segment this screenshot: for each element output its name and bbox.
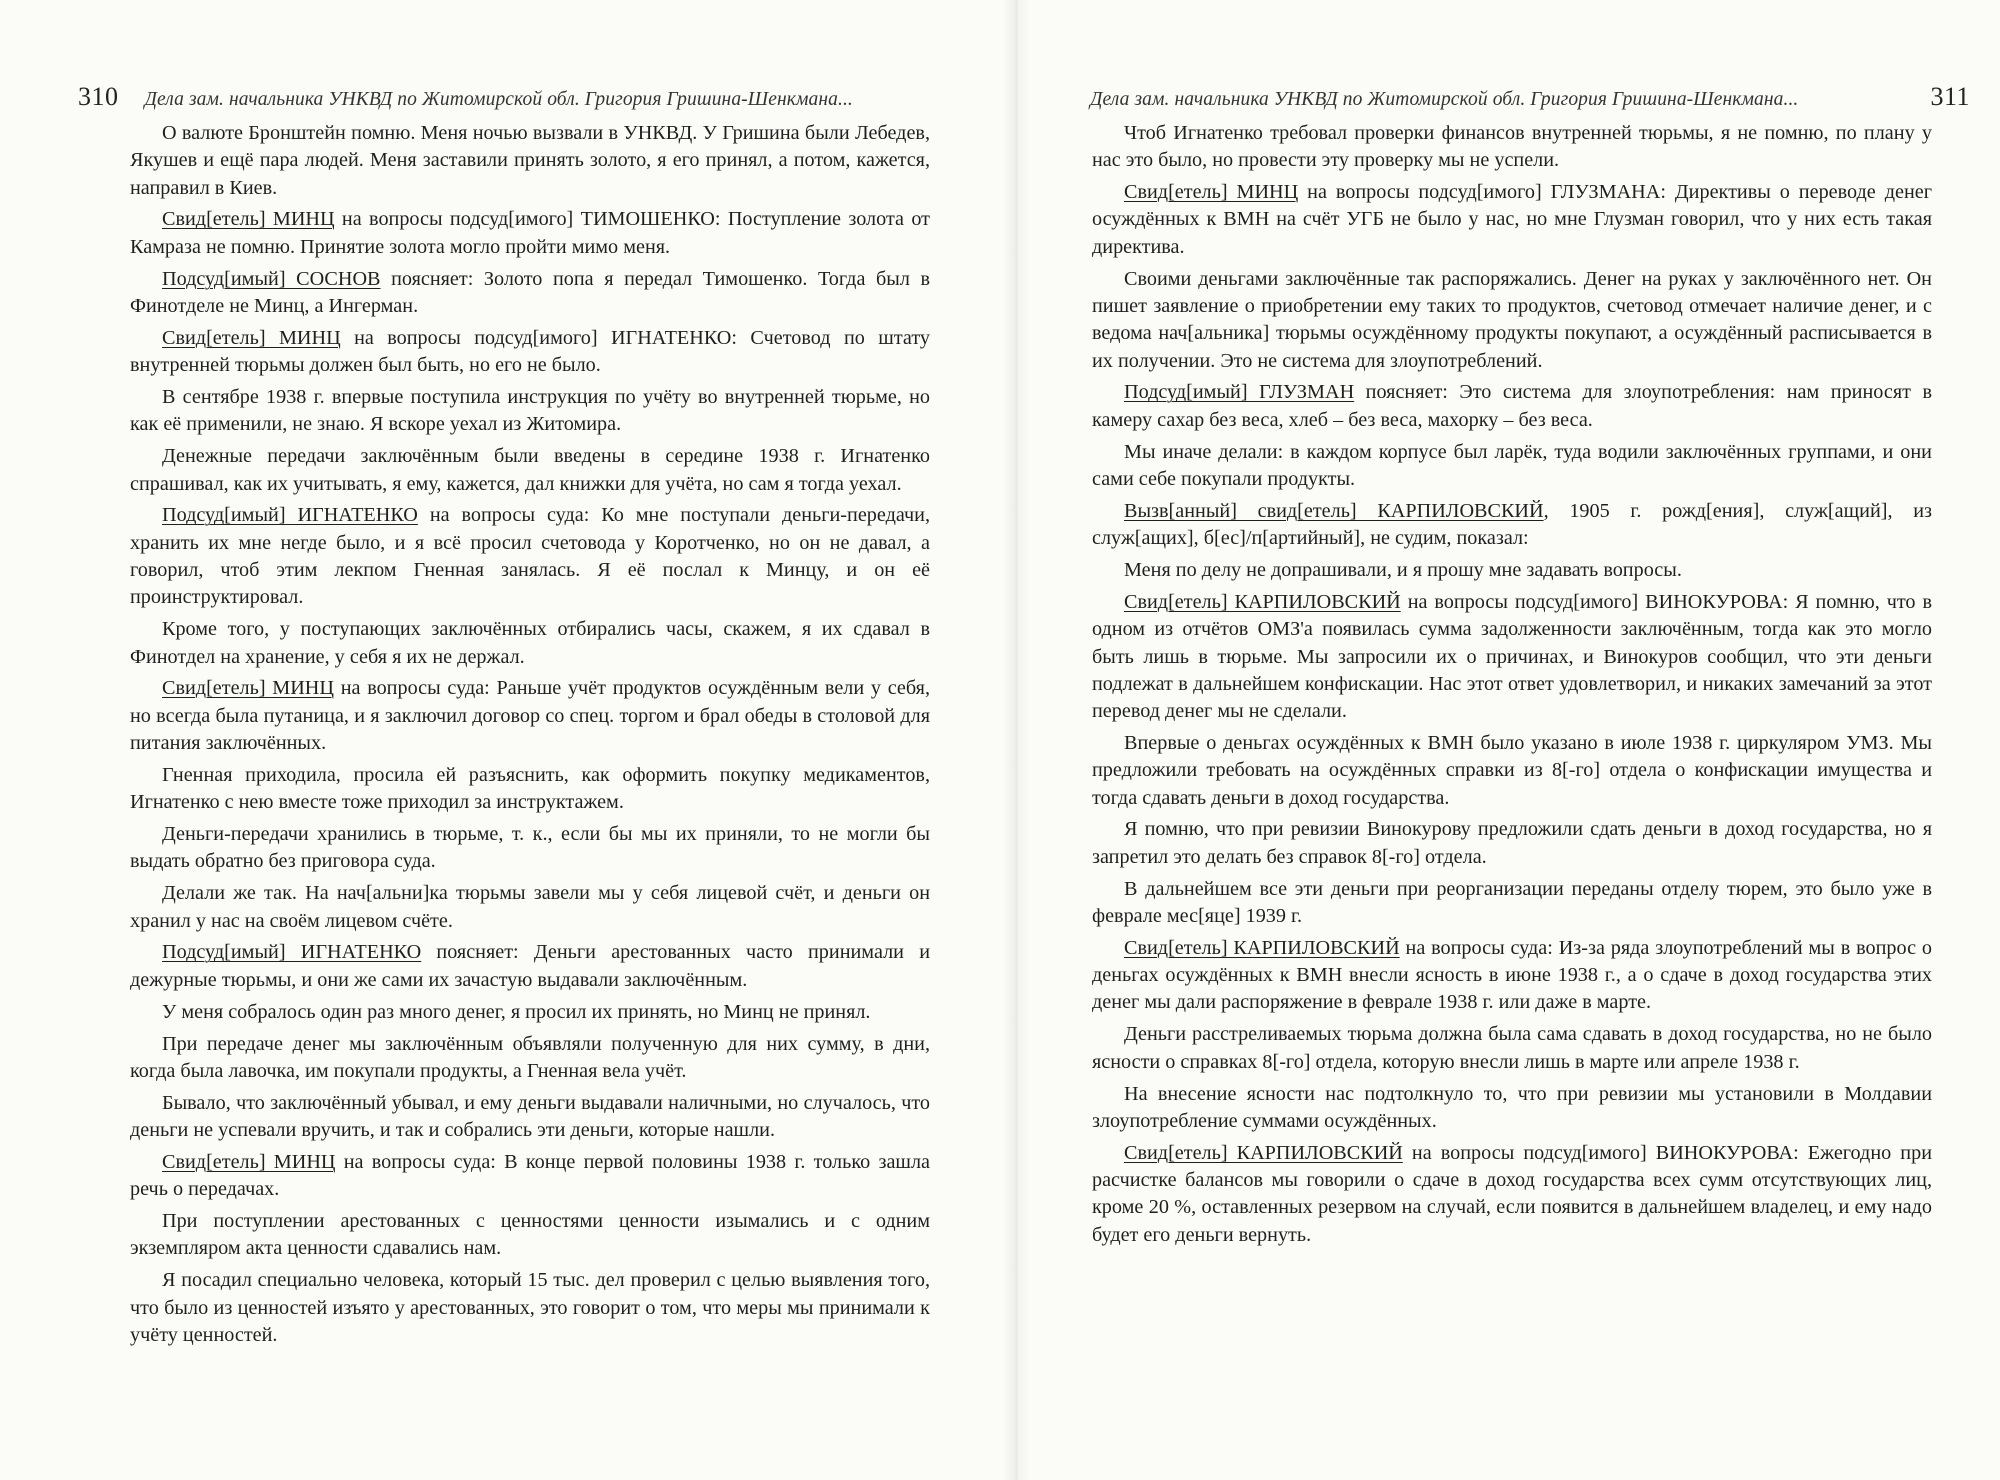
paragraph-text: В сентябре 1938 г. впервые поступила инструкция по учёту во внутренней тюрьме, но как её применили, не знаю. Я вскоре уехал из Житомира.	[130, 386, 930, 436]
speaker-label: Подсуд[имый] ИГНАТЕНКО	[162, 504, 418, 527]
paragraph	[130, 206, 930, 261]
paragraph	[130, 266, 930, 321]
paragraph-text: Своими деньгами заключённые так распоряжались. Денег на руках у заключённого нет. Он пишет заявление о приобретении ему таких то продуктов, счетовод отмечает наличие денег, и с ведома нач[альника] тюрьмы осуждённому продукты покупают, а осуждённый расписывается в их получении. Это не система для злоупотреблений.	[1092, 267, 1932, 372]
right-running-title: Дела зам. начальника УНКВД по Житомирской обл. Григория Гришина-Шенкмана...	[1090, 89, 1799, 110]
paragraph-text: Я помню, что при ревизии Винокурову предложили сдать деньги в доход государства, но я запретил это делать без справок 8[-го] отдела.	[1092, 818, 1932, 868]
paragraph-text: на вопросы подсуд[имого] ВИНОКУРОВА: Я помню, что в одном из отчётов ОМЗ'а появилась сумма задолженности заключённым, тогда как это могло быть лишь в тюрьме. Мы запросили их о причинах, и Винокуров сообщил, что эти деньги подлежат в дальнейшем конфискации. Нас этот ответ удовлетворил, и никаких замечаний за этот перевод денег мы не сделали.	[1092, 590, 1932, 723]
paragraph	[130, 1149, 930, 1204]
paragraph	[130, 1031, 930, 1086]
paragraph-text: на вопросы подсуд[имого] ИГНАТЕНКО: Счетовод по штату внутренней тюрьмы должен был быть, но его не было.	[130, 326, 930, 377]
paragraph	[1092, 1021, 1932, 1076]
paragraph-text: Делали же так. На нач[альни]ка тюрьмы завели мы у себя лицевой счёт, и деньги он хранил у нас на своём лицевом счёте.	[130, 882, 930, 932]
speaker-label: Подсуд[имый] ИГНАТЕНКО	[162, 941, 422, 964]
paragraph	[1092, 266, 1932, 375]
right-page	[1010, 0, 2000, 1480]
paragraph	[1092, 379, 1932, 434]
paragraph	[130, 616, 930, 671]
speaker-label: Свид[етель] КАРПИЛОВСКИЙ	[1124, 936, 1400, 959]
paragraph	[1092, 935, 1932, 1017]
paragraph	[1092, 1081, 1932, 1136]
paragraph-text: Меня по делу не допрашивали, и я прошу мне задавать вопросы.	[1124, 559, 1682, 582]
paragraph	[130, 675, 930, 757]
paragraph	[130, 502, 930, 611]
speaker-label: Свид[етель] МИНЦ	[162, 677, 334, 700]
paragraph	[1092, 120, 1932, 175]
paragraph	[130, 762, 930, 817]
paragraph	[130, 880, 930, 935]
paragraph-text: поясняет: Это система для злоупотребления: нам приносят в камеру сахар без веса, хлеб – без веса, махорку – без веса.	[1092, 381, 1932, 431]
paragraph	[130, 1090, 930, 1145]
paragraph-text: поясняет: Золото попа я передал Тимошенко. Тогда был в Финотделе не Минц, а Ингерман.	[130, 267, 930, 317]
paragraph-text: О валюте Бронштейн помню. Меня ночью вызвали в УНКВД. У Гришина были Лебедев, Якушев и ещё пара людей. Меня заставили принять золото, я его принял, а потом, кажется, направил в Киев.	[130, 122, 930, 199]
paragraph	[130, 939, 930, 994]
paragraph-text: на вопросы подсуд[имого] ГЛУЗМАНА: Директивы о переводе денег осуждённых к ВМН на счёт УГБ не было у нас, но мне Глузман говорил, что у них есть такая директива.	[1092, 181, 1932, 258]
paragraph-text: на вопросы подсуд[имого] ТИМОШЕНКО: Поступление золота от Камраза не помню. Принятие золота могло пройти мимо меня.	[130, 208, 930, 258]
speaker-label: Свид[етель] МИНЦ	[1124, 181, 1299, 204]
paragraph	[130, 443, 930, 498]
speaker-label: Свид[етель] КАРПИЛОВСКИЙ	[1124, 590, 1401, 613]
paragraph-text: Мы иначе делали: в каждом корпусе был ларёк, туда водили заключённых группами, и они сами себе покупали продукты.	[1092, 440, 1932, 490]
paragraph	[130, 325, 930, 380]
paragraph-text: Гненная приходила, просила ей разъяснить, как оформить покупку медикаментов, Игнатенко с нею вместе тоже приходил за инструктажем.	[130, 763, 930, 814]
speaker-label: Свид[етель] КАРПИЛОВСКИЙ	[1124, 1141, 1403, 1164]
right-page-number: 311	[1930, 82, 1970, 111]
paragraph	[1092, 1140, 1932, 1249]
right-page-body	[1092, 120, 1932, 1253]
paragraph	[1092, 876, 1932, 931]
paragraph-text: на вопросы суда: Раньше учёт продуктов осуждённым вели у себя, но всегда была путаница, и я заключил договор со спец. торгом и брал обеды в столовой для питания заключённых.	[130, 677, 930, 754]
paragraph-text: Я посадил специально человека, который 15 тыс. дел проверил с целью выявления того, что было из ценностей изъято у арестованных, это говорит о том, что меры мы принимали к учёту ценностей.	[130, 1269, 930, 1346]
paragraph	[130, 1208, 930, 1263]
paragraph	[1092, 439, 1932, 494]
speaker-label: Вызв[анный] свид[етель] КАРПИЛОВСКИЙ	[1124, 499, 1544, 522]
speaker-label: Свид[етель] МИНЦ	[162, 208, 335, 231]
paragraph	[1092, 498, 1932, 553]
paragraph-text: поясняет: Деньги арестованных часто принимали и дежурные тюрьмы, и они же сами их зачастую выдавали заключённым.	[130, 941, 930, 991]
paragraph-text: на вопросы суда: Ко мне поступали деньги-передачи, хранить их мне негде было, и я всё просил счетовода у Коротченко, но он не давал, а говорил, чтоб этим лекпом Гненная занялась. Я её послал к Минцу, и он её проинструктировал.	[130, 504, 930, 609]
paragraph-text: При передаче денег мы заключённым объявляли полученную для них сумму, в дни, когда была лавочка, им покупали продукты, а Гненная вела учёт.	[130, 1032, 930, 1082]
speaker-label: Подсуд[имый] ГЛУЗМАН	[1124, 381, 1355, 404]
paragraph-text: Чтоб Игнатенко требовал проверки финансов внутренней тюрьмы, я не помню, по плану у нас это было, но провести эту проверку мы не успели.	[1092, 122, 1932, 172]
paragraph-text: У меня собралось один раз много денег, я просил их принять, но Минц не принял.	[162, 1000, 871, 1023]
paragraph-text: , 1905 г. рожд[ения], служ[ащий], из служ[ащих], б[ес]/п[артийный], не судим, показал:	[1092, 499, 1932, 550]
paragraph	[1092, 730, 1932, 812]
paragraph-text: Впервые о деньгах осуждённых к ВМН было указано в июле 1938 г. циркуляром УМЗ. Мы предложили требовать на осуждённых справки из 8[-го] отдела о конфискации имущества и тогда сдавать деньги в доход государства.	[1092, 731, 1932, 809]
paragraph-text: Деньги-передачи хранились в тюрьме, т. к., если бы мы их приняли, то не могли бы выдать обратно без приговора суда.	[130, 823, 930, 873]
left-page-number: 310	[78, 82, 119, 111]
speaker-label: Свид[етель] МИНЦ	[162, 1150, 336, 1173]
paragraph-text: На внесение ясности нас подтолкнуло то, что при ревизии мы установили в Молдавии злоупотребление суммами осуждённых.	[1092, 1082, 1932, 1132]
paragraph-text: на вопросы суда: Из-за ряда злоупотреблений мы в вопрос о деньгах осуждённых к ВМН внесли ясность в июне 1938 г., а о сдаче в доход государства этих денег мы дали распоряжение в феврале 1938 г. или даже в марте.	[1092, 936, 1932, 1014]
paragraph-text: При поступлении арестованных с ценностями ценности изымались и с одним экземпляром акта ценности сдавались нам.	[130, 1210, 930, 1260]
paragraph-text: Бывало, что заключённый убывал, и ему деньги выдавали наличными, но случалось, что деньги не успевали вручить, и так и собрались эти деньги, которые нашли.	[130, 1091, 930, 1141]
left-page-header	[78, 82, 958, 118]
paragraph-text: на вопросы суда: В конце первой половины 1938 г. только зашла речь о передачах.	[130, 1150, 930, 1201]
paragraph	[130, 384, 930, 439]
paragraph	[1092, 816, 1932, 871]
left-running-title: Дела зам. начальника УНКВД по Житомирской обл. Григория Гришина-Шенкмана...	[144, 89, 853, 110]
paragraph	[1092, 179, 1932, 261]
speaker-label: Свид[етель] МИНЦ	[162, 326, 341, 349]
paragraph	[130, 999, 930, 1026]
left-page-body	[130, 120, 930, 1354]
paragraph-text: Денежные передачи заключённым были введены в середине 1938 г. Игнатенко спрашивал, как их учитывать, я ему, кажется, дал книжки для учёта, но сам я тогда уехал.	[130, 445, 930, 495]
paragraph	[130, 1267, 930, 1349]
paragraph-text: Кроме того, у поступающих заключённых отбирались часы, скажем, я их сдавал в Финотдел на хранение, у себя я их не держал.	[130, 618, 930, 668]
paragraph-text: на вопросы подсуд[имого] ВИНОКУРОВА: Ежегодно при расчистке балансов мы говорили о сдаче в доход государства всех сумм отсутствующих лиц, кроме 20 %, оставленных резервом на случай, если появится в дальнейшем владелец, и ему надо будет его деньги вернуть.	[1092, 1141, 1932, 1246]
paragraph	[1092, 557, 1932, 584]
paragraph-text: В дальнейшем все эти деньги при реорганизации переданы отделу тюрем, это было уже в феврале мес[яце] 1939 г.	[1092, 877, 1932, 927]
paragraph-text: Деньги расстреливаемых тюрьма должна была сама сдавать в доход государства, но не было ясности о справках 8[-го] отдела, которую внесли лишь в марте или апреле 1938 г.	[1092, 1023, 1932, 1073]
paragraph	[130, 821, 930, 876]
paragraph	[1092, 589, 1932, 725]
paragraph	[130, 120, 930, 202]
speaker-label: Подсуд[имый] СОСНОВ	[162, 267, 381, 290]
right-page-header	[1090, 82, 1970, 118]
